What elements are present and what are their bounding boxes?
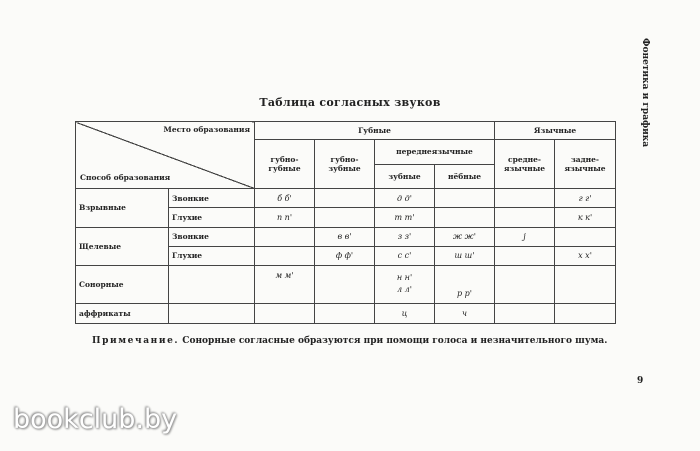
labial-group-header: Губные (255, 122, 495, 140)
cell-fricative-voiced-mid: j (495, 227, 555, 246)
sonorant-dental-n: н н' (396, 273, 413, 283)
cell-plosive-voiced-bilabial: б б' (255, 188, 315, 207)
labiodental-header: губно-зубные (315, 140, 375, 189)
empty-cell (555, 266, 616, 304)
cell-fricative-voiced-palatal: ж ж' (435, 227, 495, 246)
empty-cell (435, 188, 495, 207)
empty-cell (169, 266, 255, 304)
empty-cell (255, 227, 315, 246)
empty-cell (255, 246, 315, 265)
cell-sonorant-bilabial: м м' (255, 266, 315, 304)
empty-cell (555, 303, 616, 323)
table-title: Таблица согласных звуков (259, 96, 441, 109)
mid-lingual-header: средне-язычные (495, 140, 555, 189)
row-label-fricative: Щелевые (76, 227, 169, 266)
empty-cell (255, 303, 315, 323)
side-running-title: Фонетика и графика (640, 38, 650, 148)
empty-cell (435, 208, 495, 227)
footnote-label: Примечание. (92, 336, 180, 346)
corner-header-cell (76, 122, 255, 189)
cell-plosive-voiceless-bilabial: п п' (255, 208, 315, 227)
row-label-affricate: аффрикаты (76, 303, 169, 323)
cell-fricative-voiced-dental: з з' (375, 227, 435, 246)
cell-plosive-voiced-dental: д д' (375, 188, 435, 207)
empty-cell (495, 246, 555, 265)
row-label-sonorant: Сонорные (76, 266, 169, 304)
place-of-articulation-label: Место образования (163, 125, 250, 134)
cell-plosive-voiceless-dental: т т' (375, 208, 435, 227)
cell-affricate-palatal: ч (435, 303, 495, 323)
row-label-voiced: Звонкие (169, 227, 255, 246)
empty-cell (315, 266, 375, 304)
cell-fricative-voiced-labiodental: в в' (315, 227, 375, 246)
cell-fricative-voiceless-palatal: ш ш' (435, 246, 495, 265)
front-lingual-header: переднеязычные (375, 140, 495, 164)
footnote (92, 336, 652, 346)
row-label-plosive: Взрывные (76, 188, 169, 227)
back-lingual-header: задне-язычные (555, 140, 616, 189)
watermark: bookclub.by (13, 404, 178, 435)
cell-fricative-voiceless-dental: с с' (375, 246, 435, 265)
empty-cell (495, 188, 555, 207)
empty-cell (315, 303, 375, 323)
row-label-voiced: Звонкие (169, 188, 255, 207)
dental-header: зубные (375, 164, 435, 188)
cell-fricative-voiceless-labiodental: ф ф' (315, 246, 375, 265)
cell-fricative-voiceless-back: х х' (555, 246, 616, 265)
cell-plosive-voiced-back: г г' (555, 188, 616, 207)
cell-sonorant-dental (375, 266, 435, 304)
palatal-header: нёбные (435, 164, 495, 188)
row-label-voiceless: Глухие (169, 208, 255, 227)
cell-plosive-voiceless-back: к к' (555, 208, 616, 227)
empty-cell (495, 266, 555, 304)
empty-cell (315, 208, 375, 227)
cell-affricate-dental: ц (375, 303, 435, 323)
page-number: 9 (637, 376, 644, 386)
empty-cell (495, 208, 555, 227)
cell-sonorant-palatal: р р' (435, 266, 495, 304)
sonorant-dental-l: л л' (397, 285, 412, 295)
manner-of-articulation-label: Способ образования (80, 172, 171, 182)
consonants-table (75, 121, 616, 324)
empty-cell (315, 188, 375, 207)
empty-cell (169, 303, 255, 323)
empty-cell (495, 303, 555, 323)
bilabial-header: губно-губные (255, 140, 315, 189)
empty-cell (555, 227, 616, 246)
row-label-voiceless: Глухие (169, 246, 255, 265)
lingual-group-header: Язычные (495, 122, 616, 140)
footnote-text: Сонорные согласные образуются при помощи голоса и незначительного шума. (182, 336, 608, 346)
